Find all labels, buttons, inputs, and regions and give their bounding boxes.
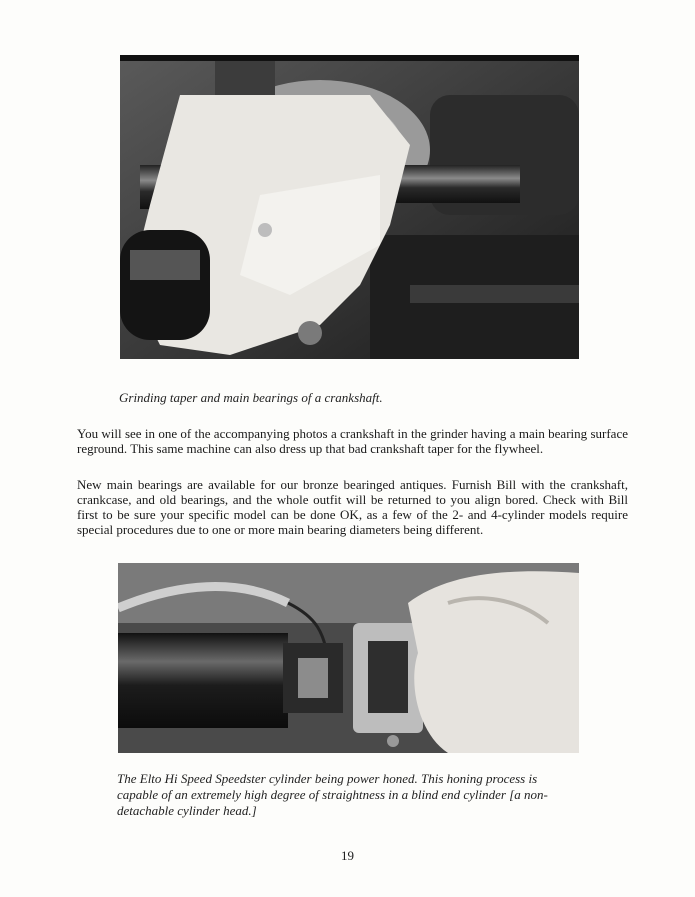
- cylinder-honing-photo: [118, 563, 579, 753]
- page-number: 19: [341, 848, 354, 863]
- crankshaft-grinding-photo: [120, 55, 579, 359]
- body-paragraph-main-bearings: New main bearings are available for our bronze bearinged antiques. Furnish Bill with the crankshaft, crankcase, and old bearings, and the whole outfit will be returned to you align bored. Check with Bill first to be sure your specific model can be done OK, as a few of the 2- and 4-cylinder models require special procedures due to one or more main bearing diameters being different.: [77, 477, 628, 537]
- photo-caption-cylinder-honing: The Elto Hi Speed Speedster cylinder being power honed. This honing process is capable of an extremely high degree of straightness in a blind end cylinder [a non-detachable cylinder head.]: [117, 771, 548, 818]
- body-paragraph-crankshaft-grinder: You will see in one of the accompanying photos a crankshaft in the grinder having a main bearing surface reground. This same machine can also dress up that bad crankshaft taper for the flywheel.: [77, 426, 628, 456]
- photo-caption-crankshaft: Grinding taper and main bearings of a crankshaft.: [119, 390, 383, 405]
